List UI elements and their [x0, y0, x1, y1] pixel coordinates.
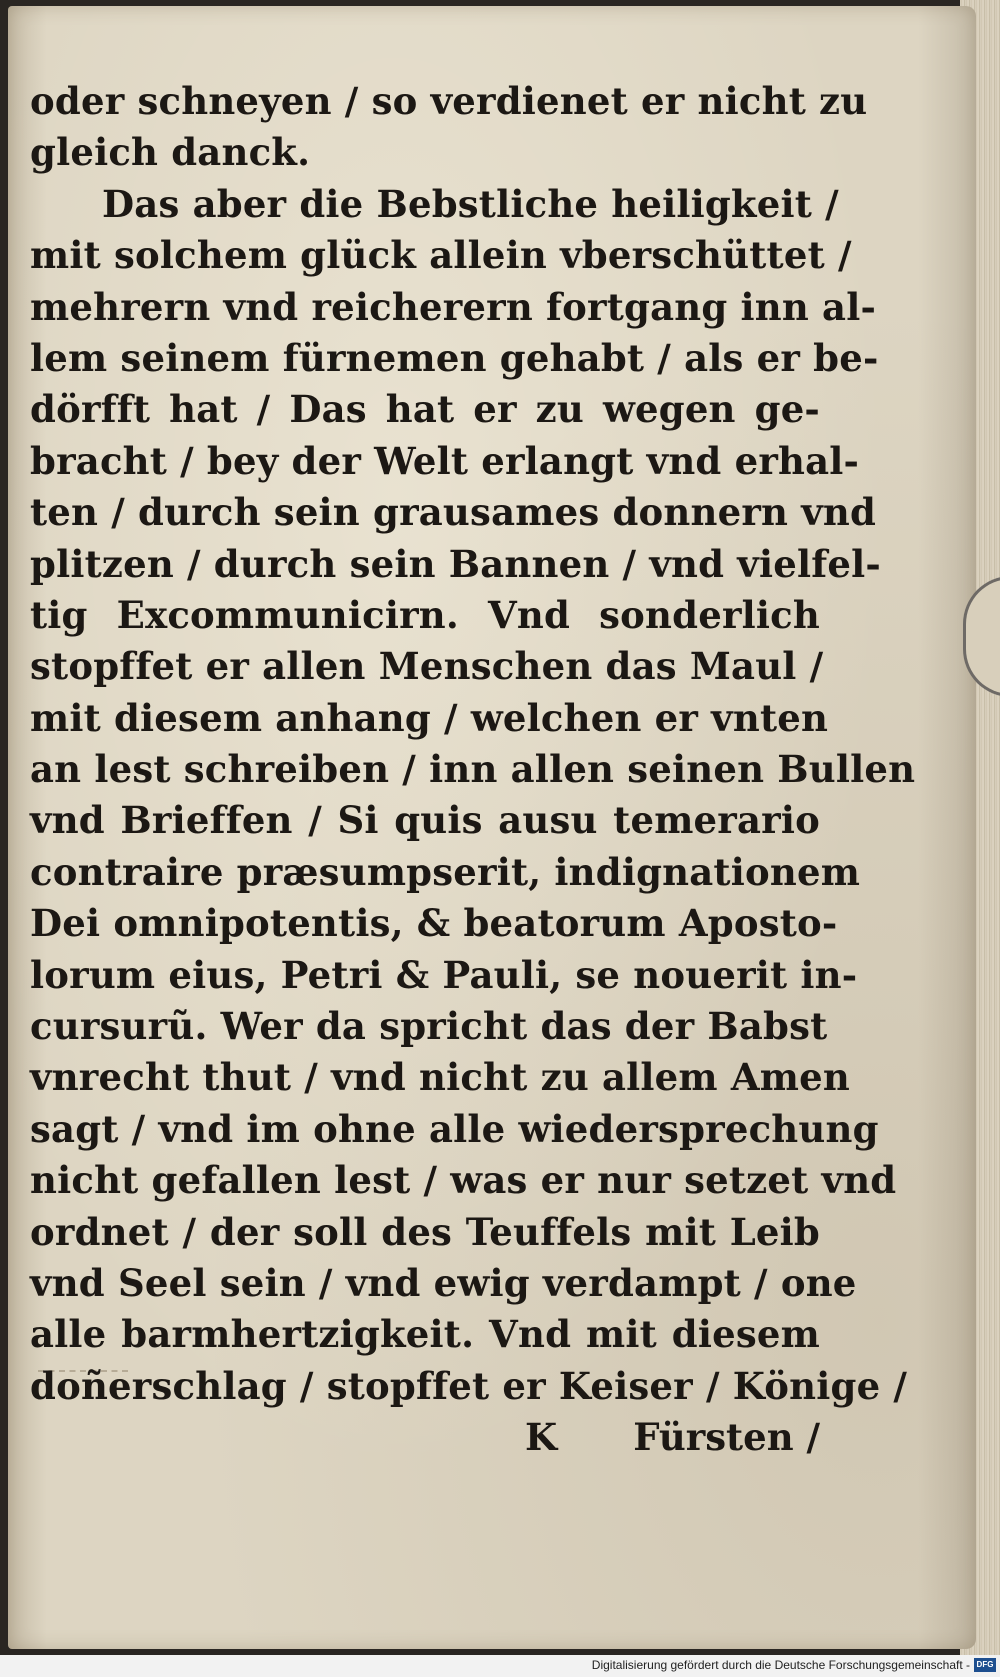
text-line: cursurũ. Wer da spricht das der Babst [30, 1004, 828, 1049]
text-line: tig Excommunicirn. Vnd sonderlich [30, 592, 820, 637]
text-line: Das aber die Bebstliche heiligkeit / [102, 181, 839, 226]
page-tab-marker [963, 576, 1000, 697]
credit-text: Digitalisierung gefördert durch die Deutsche Forschungsgemeinschaft - [591, 1658, 970, 1672]
text-line: nicht gefallen lest / was er nur setzet vnd [30, 1158, 897, 1203]
text-line: alle barmhertzigkeit. Vnd mit diesem [30, 1312, 820, 1357]
page-foot [30, 1412, 820, 1463]
dfg-logo: DFG [974, 1658, 996, 1672]
text-line: ten / durch sein grausames donnern vnd [30, 490, 877, 535]
text-line: contraire præsumpserit, indignationem [30, 849, 861, 894]
text-line: vnd Brieffen / Si quis ausu temerario [30, 798, 820, 843]
text-line: mit diesem anhang / welchen er vnten [30, 695, 829, 740]
text-line: Dei omnipotentis, & beatorum Aposto- [30, 901, 838, 946]
text-line: vnd Seel sein / vnd ewig verdampt / one [30, 1260, 857, 1305]
text-line: sagt / vnd im ohne alle wiedersprechung [30, 1106, 879, 1151]
text-line: stopffet er allen Menschen das Maul / [30, 644, 824, 689]
text-line: dörfft hat / Das hat er zu wegen ge- [30, 387, 820, 432]
text-line: bracht / bey der Welt erlangt vnd erhal- [30, 438, 860, 483]
book-page [8, 6, 976, 1649]
text-line: mehrern vnd reicherern fortgang inn al- [30, 284, 877, 329]
text-line: lem seinem fürnemen gehabt / als er be- [30, 335, 879, 380]
signature-mark: K [525, 1415, 558, 1460]
text-line: an lest schreiben / inn allen seinen Bullen [30, 747, 916, 792]
catchword: Fürsten / [633, 1415, 820, 1460]
text-line: ordnet / der soll des Teuffels mit Leib [30, 1209, 820, 1254]
page-text [30, 76, 916, 1464]
text-line: plitzen / durch sein Bannen / vnd vielfel- [30, 541, 881, 586]
text-line: mit solchem glück allein vberschüttet / [30, 233, 852, 278]
text-line: lorum eius, Petri & Pauli, se nouerit in- [30, 952, 858, 997]
text-line: oder schneyen / so verdienet er nicht zu [30, 79, 868, 123]
text-line: doñerschlag / stopffet er Keiser / Könige / [30, 1363, 908, 1408]
text-line: gleich danck. [30, 130, 311, 175]
digitization-credit-bar [0, 1655, 1000, 1677]
text-line: vnrecht thut / vnd nicht zu allem Amen [30, 1055, 850, 1100]
